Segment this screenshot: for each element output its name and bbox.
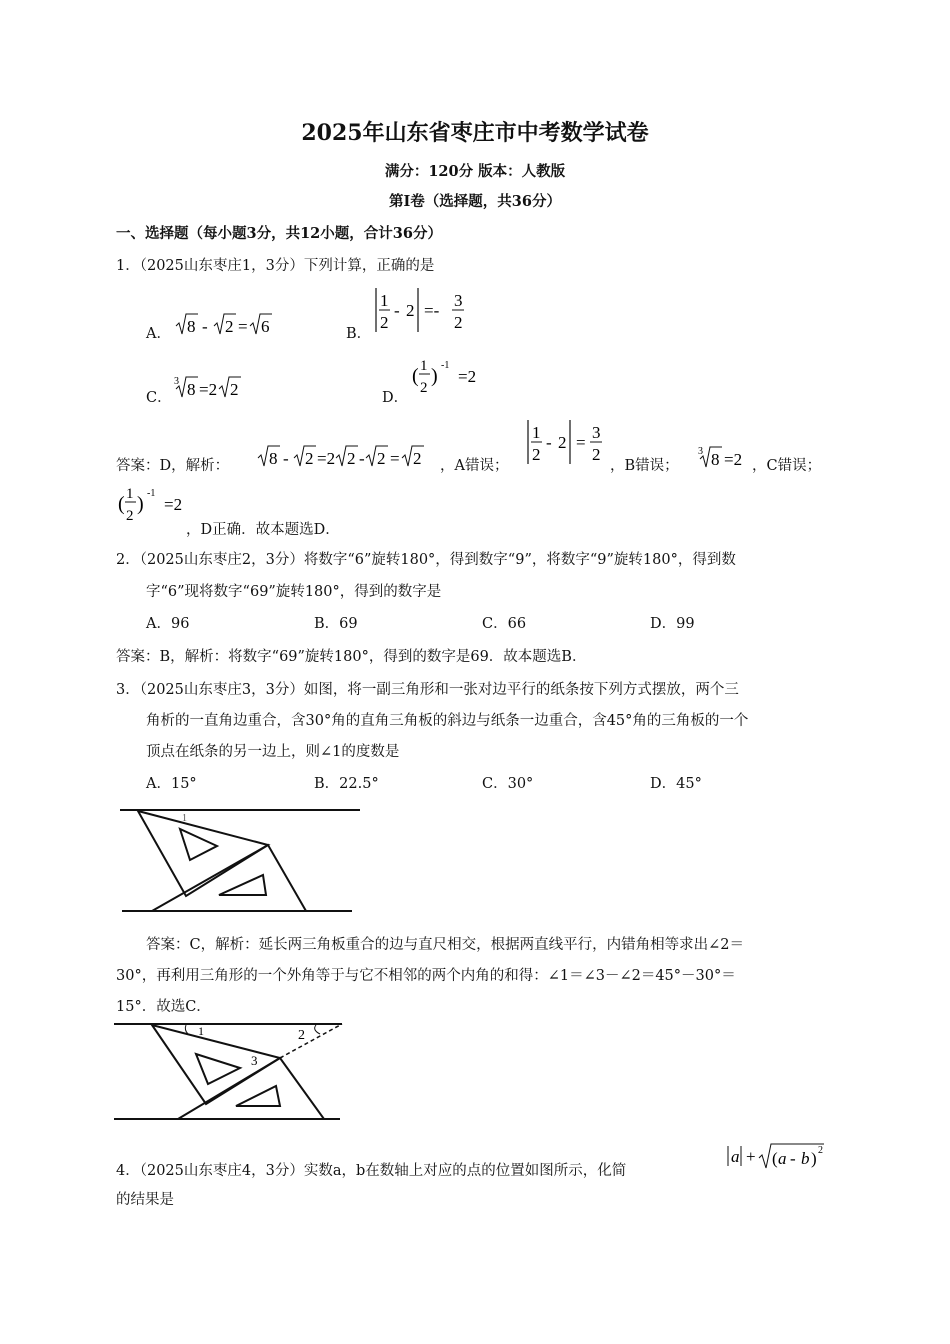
svg-text:8: 8: [269, 449, 278, 468]
q3-stem-line3: 顶点在纸条的另一边上，则∠1的度数是: [146, 744, 400, 760]
svg-text:2: 2: [413, 449, 422, 468]
q3-option-b: B．22.5°: [314, 776, 379, 792]
svg-text:=: =: [576, 433, 586, 452]
svg-text:-1: -1: [441, 360, 450, 371]
svg-text:=2: =2: [458, 367, 477, 386]
svg-text:2: 2: [305, 449, 314, 468]
svg-text:2: 2: [377, 449, 386, 468]
volume-heading: 第Ⅰ卷（选择题，共36分）: [389, 193, 561, 210]
svg-text:-: -: [546, 433, 552, 452]
q4-expression: [724, 1140, 840, 1174]
svg-text:2: 2: [558, 433, 567, 452]
q1-option-c-label: C．: [146, 390, 172, 406]
svg-text:1: 1: [182, 813, 187, 824]
svg-text:6: 6: [261, 317, 270, 336]
svg-text:(: (: [412, 365, 419, 387]
q3-figure-solution: [112, 1020, 344, 1126]
q3-option-d: D．45°: [650, 776, 702, 792]
q1-stem: 1．（2025山东枣庄1，3分）下列计算，正确的是: [116, 258, 435, 274]
q3-stem-line2: 角析的一直角边重合，含30°角的直角三角板的斜边与纸条一边重合，含45°角的三角板的一个: [146, 713, 749, 729]
svg-text:a: a: [731, 1147, 740, 1166]
q2-option-b: B．69: [314, 616, 358, 632]
svg-text:8: 8: [711, 450, 720, 469]
svg-text:2: 2: [347, 449, 356, 468]
q3-answer-line1: 答案：C，解析：延长两三角板重合的边与直尺相交，根据两直线平行，内错角相等求出∠2＝: [146, 937, 744, 953]
q2-option-d: D．99: [650, 616, 695, 632]
q1-answer-c-wrong: ，C错误；: [752, 458, 822, 474]
svg-text:2: 2: [818, 1145, 823, 1156]
q3-option-a: A．15°: [146, 776, 197, 792]
q1-answer-expr-1: [256, 442, 440, 470]
svg-text:=2: =2: [317, 449, 336, 468]
svg-text:8: 8: [187, 380, 196, 399]
svg-text:2: 2: [225, 317, 234, 336]
q1-option-d-label: D．: [382, 390, 409, 406]
svg-text:=2: =2: [724, 450, 743, 469]
svg-text:+: +: [746, 1147, 756, 1166]
svg-text:-: -: [790, 1149, 796, 1168]
q3-answer-line3: 15°．故选C．: [116, 999, 211, 1015]
exam-meta: 满分：120分 版本：人教版: [384, 163, 566, 180]
q2-stem-line2: 字“6”现将数字“69”旋转180°，得到的数字是: [146, 584, 442, 600]
svg-text:=-: =-: [424, 301, 440, 320]
page-title: 2025年山东省枣庄市中考数学试卷: [301, 120, 649, 146]
svg-text:=2: =2: [164, 495, 183, 514]
svg-text:=: =: [238, 317, 248, 336]
svg-text:): ): [137, 493, 144, 515]
q2-stem-line1: 2．（2025山东枣庄2，3分）将数字“6”旋转180°，得到数字“9”，将数字“9”旋转180°，得到数: [116, 552, 736, 568]
q3-figure-triangles: [118, 800, 362, 916]
q1-option-b-label: B．: [346, 326, 372, 342]
svg-text:1: 1: [126, 486, 134, 502]
q1-answer-a-wrong: ，A错误；: [440, 458, 509, 474]
q1-option-b-expr: [372, 286, 482, 336]
q1-option-a-label: A．: [146, 326, 171, 342]
svg-text:3: 3: [454, 291, 463, 310]
svg-text:2: 2: [420, 380, 428, 396]
svg-text:2: 2: [230, 380, 239, 399]
q1-option-c-expr: [172, 372, 262, 402]
svg-text:a: a: [778, 1149, 787, 1168]
svg-text:2: 2: [126, 508, 134, 524]
q4-stem-line1: 4．（2025山东枣庄4，3分）实数a，b在数轴上对应的点的位置如图所示，化简: [116, 1163, 627, 1179]
svg-text:2: 2: [298, 1028, 305, 1043]
q1-answer-d-correct: ，D正确．故本题选D．: [186, 522, 340, 538]
svg-text:1: 1: [380, 291, 389, 310]
svg-text:3: 3: [174, 376, 179, 387]
q1-answer-expr-2: [524, 418, 620, 468]
section-heading: 一、选择题（每小题3分，共12小题，合计36分）: [116, 225, 442, 242]
svg-text:b: b: [801, 1149, 810, 1168]
svg-text:(: (: [118, 493, 125, 515]
svg-text:-: -: [202, 317, 208, 336]
svg-text:2: 2: [532, 445, 541, 464]
svg-text:1: 1: [198, 1024, 204, 1038]
svg-text:2: 2: [454, 313, 463, 332]
q1-answer-expr-3: [696, 444, 756, 472]
q2-answer: 答案：B，解析：将数字“69”旋转180°，得到的数字是69．故本题选B．: [116, 649, 587, 665]
q3-answer-line2: 30°，再利用三角形的一个外角等于与它不相邻的两个内角的和得：∠1＝∠3－∠2＝45°－30°＝: [116, 968, 736, 984]
q1-answer-b-wrong: ，B错误；: [610, 458, 679, 474]
svg-text:8: 8: [187, 317, 196, 336]
q1-answer-prefix: 答案：D，解析：: [116, 458, 230, 474]
svg-text:=2: =2: [199, 380, 218, 399]
q1-answer-expr-4: [116, 484, 196, 532]
q2-option-a: A．96: [146, 616, 190, 632]
svg-text:-: -: [283, 449, 289, 468]
q2-option-c: C．66: [482, 616, 527, 632]
svg-text:): ): [811, 1149, 817, 1168]
q3-stem-line1: 3．（2025山东枣庄3，3分）如图，将一副三角形和一张对边平行的纸条按下列方式摆放，两个三: [116, 682, 739, 698]
q1-option-a-expr: [172, 310, 282, 338]
svg-text:3: 3: [251, 1053, 258, 1068]
svg-text:1: 1: [532, 423, 541, 442]
svg-text:2: 2: [380, 313, 389, 332]
svg-text:-: -: [394, 301, 400, 320]
q4-stem-line2: 的结果是: [116, 1192, 174, 1208]
svg-text:-: -: [359, 449, 365, 468]
svg-text:3: 3: [592, 423, 601, 442]
svg-text:-1: -1: [147, 488, 156, 499]
q3-option-c: C．30°: [482, 776, 534, 792]
svg-text:3: 3: [698, 446, 703, 457]
q1-option-d-expr: [410, 352, 500, 400]
svg-text:2: 2: [406, 301, 415, 320]
svg-text:): ): [431, 365, 438, 387]
svg-text:=: =: [390, 449, 400, 468]
svg-text:2: 2: [592, 445, 601, 464]
svg-text:1: 1: [420, 358, 428, 374]
svg-text:(: (: [772, 1149, 778, 1168]
